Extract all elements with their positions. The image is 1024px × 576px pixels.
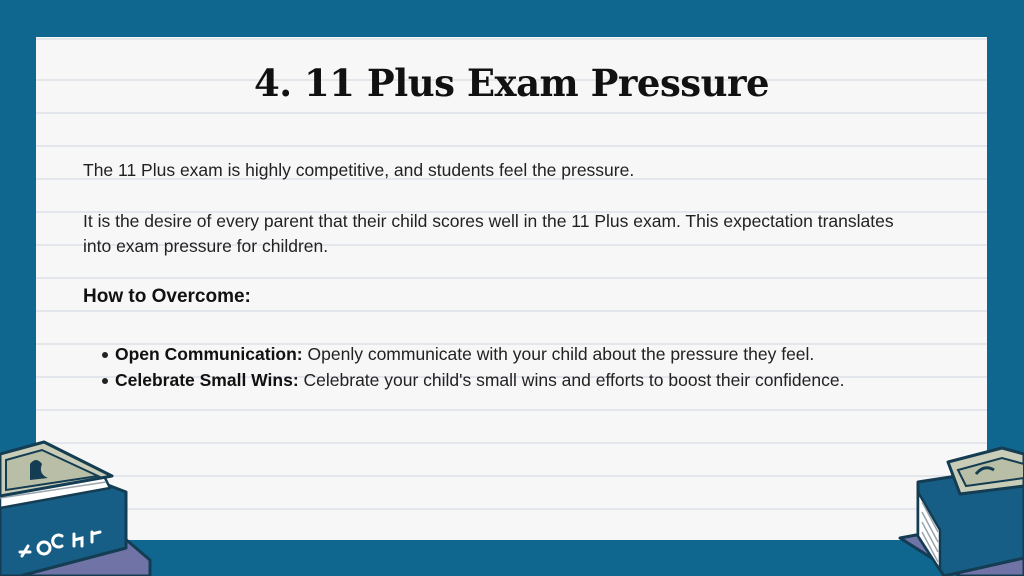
- list-item-term: Open Communication:: [115, 344, 303, 364]
- list-item-term: Celebrate Small Wins:: [115, 370, 299, 390]
- stacked-books-icon: [890, 440, 1024, 576]
- slide-title: 4. 11 Plus Exam Pressure: [253, 61, 770, 105]
- stacked-books-icon: [0, 430, 170, 576]
- lined-paper-card: [36, 37, 987, 540]
- list-item: [83, 367, 844, 393]
- tips-list: [83, 341, 844, 393]
- section-heading: How to Overcome:: [83, 286, 251, 307]
- list-item: [83, 341, 844, 367]
- list-item-text: Openly communicate with your child about the pressure they feel.: [302, 344, 815, 364]
- expectation-paragraph: It is the desire of every parent that their child scores well in the 11 Plus exam. This expectation translates into exam pressure for children.: [83, 211, 894, 256]
- intro-paragraph: The 11 Plus exam is highly competitive, and students feel the pressure.: [83, 160, 635, 180]
- list-item-text: Celebrate your child's small wins and efforts to boost their confidence.: [298, 370, 845, 390]
